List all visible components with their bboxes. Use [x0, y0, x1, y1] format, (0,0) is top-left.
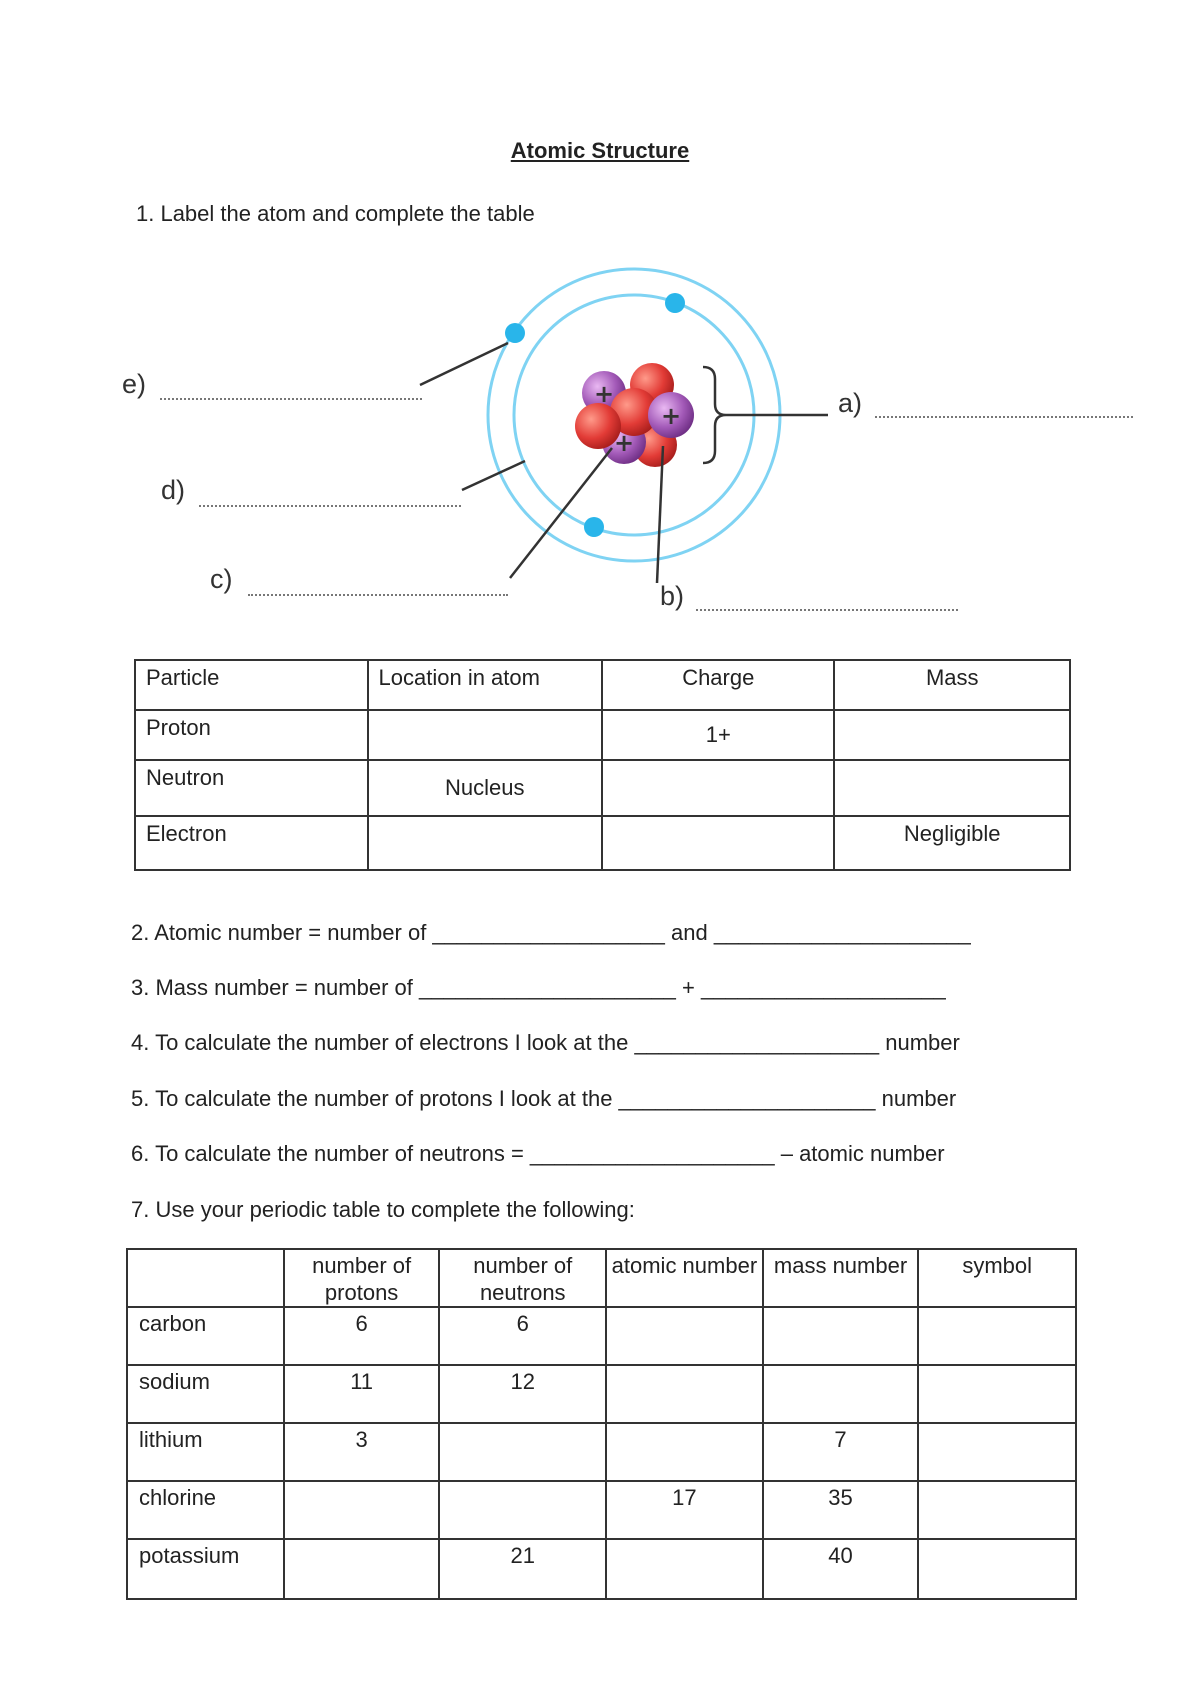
table-cell[interactable]: [763, 1365, 919, 1423]
electron: [505, 323, 525, 343]
table-cell[interactable]: [602, 816, 834, 870]
electron: [665, 293, 685, 313]
table-cell: 21: [439, 1539, 606, 1599]
plus-sign: +: [660, 402, 682, 430]
table-cell[interactable]: [834, 710, 1070, 760]
header-cell: Charge: [602, 660, 834, 710]
table-cell: 40: [763, 1539, 919, 1599]
answer-line-d[interactable]: [199, 505, 461, 507]
table-cell[interactable]: [602, 760, 834, 816]
table-row: [127, 1423, 1076, 1481]
table-row: [135, 760, 1070, 816]
table-cell: 6: [439, 1307, 606, 1365]
plus-sign: +: [613, 429, 635, 457]
table-row: [127, 1307, 1076, 1365]
particle-name: Electron: [135, 816, 368, 870]
plus-sign: +: [593, 380, 615, 408]
table-cell: 1+: [602, 710, 834, 760]
table-row: [127, 1539, 1076, 1599]
answer-line-c[interactable]: [248, 594, 508, 596]
element-name: chlorine: [127, 1481, 284, 1539]
table-cell[interactable]: [918, 1481, 1076, 1539]
pointer-line-d: [462, 461, 525, 490]
header-cell: symbol: [918, 1249, 1076, 1307]
particle-name: Proton: [135, 710, 368, 760]
header-cell: Particle: [135, 660, 368, 710]
question-7: 7. Use your periodic table to complete the following:: [131, 1197, 635, 1222]
nucleus: [575, 363, 694, 467]
table-cell: Negligible: [834, 816, 1070, 870]
pointer-line-e: [420, 343, 508, 385]
table-cell: 3: [284, 1423, 440, 1481]
question-2: 2. Atomic number = number of ___________________ and _____________________: [131, 920, 971, 945]
table-cell[interactable]: [763, 1307, 919, 1365]
element-name: potassium: [127, 1539, 284, 1599]
table-row: [135, 816, 1070, 870]
table-cell[interactable]: [284, 1539, 440, 1599]
label-c: c): [210, 564, 233, 594]
table-cell: 7: [763, 1423, 919, 1481]
nucleus-brace: [703, 367, 726, 463]
table-row: [127, 1481, 1076, 1539]
table-cell[interactable]: [368, 816, 603, 870]
label-b: b): [660, 581, 685, 611]
element-name: sodium: [127, 1365, 284, 1423]
table-cell[interactable]: [439, 1481, 606, 1539]
answer-line-e[interactable]: [160, 398, 422, 400]
table-cell[interactable]: [918, 1423, 1076, 1481]
table-cell[interactable]: [918, 1307, 1076, 1365]
table-cell[interactable]: [439, 1423, 606, 1481]
label-e: e): [122, 369, 147, 399]
table-cell: 6: [284, 1307, 440, 1365]
label-d: d): [161, 475, 186, 505]
question-1: 1. Label the atom and complete the table: [136, 201, 535, 226]
element-name: carbon: [127, 1307, 284, 1365]
question-4: 4. To calculate the number of electrons I look at the ____________________ number: [131, 1030, 960, 1055]
table-cell[interactable]: [606, 1539, 763, 1599]
table-row: [135, 710, 1070, 760]
page-title: Atomic Structure: [510, 138, 690, 163]
particle-table: [134, 659, 1071, 871]
table-cell: 35: [763, 1481, 919, 1539]
atom-diagram: [0, 250, 1200, 630]
header-cell: mass number: [763, 1249, 919, 1307]
table-cell[interactable]: [606, 1423, 763, 1481]
header-cell: Location in atom: [368, 660, 603, 710]
table-cell: 11: [284, 1365, 440, 1423]
table-cell[interactable]: [918, 1539, 1076, 1599]
element-name: lithium: [127, 1423, 284, 1481]
table-cell[interactable]: [834, 760, 1070, 816]
electron: [584, 517, 604, 537]
table-cell[interactable]: [284, 1481, 440, 1539]
table-cell: 12: [439, 1365, 606, 1423]
answer-line-a[interactable]: [875, 416, 1133, 418]
header-cell: atomic number: [606, 1249, 763, 1307]
table-row: [127, 1365, 1076, 1423]
periodic-table-exercise: [126, 1248, 1077, 1600]
table-cell: 17: [606, 1481, 763, 1539]
table-cell[interactable]: [606, 1307, 763, 1365]
question-5: 5. To calculate the number of protons I look at the _____________________ number: [131, 1086, 957, 1111]
answer-line-b[interactable]: [696, 609, 958, 611]
label-a: a): [838, 388, 863, 418]
header-cell: number of neutrons: [439, 1249, 606, 1307]
table-cell[interactable]: [606, 1365, 763, 1423]
table-header-row: [135, 660, 1070, 710]
header-cell: [127, 1249, 284, 1307]
particle-name: Neutron: [135, 760, 368, 816]
header-cell: Mass: [834, 660, 1070, 710]
table-cell[interactable]: [368, 710, 603, 760]
table-cell: Nucleus: [368, 760, 603, 816]
header-cell: number of protons: [284, 1249, 440, 1307]
question-3: 3. Mass number = number of _____________________ + ____________________: [131, 975, 946, 1000]
question-6: 6. To calculate the number of neutrons = ____________________ – atomic number: [131, 1141, 945, 1166]
table-cell[interactable]: [918, 1365, 1076, 1423]
table-header-row: [127, 1249, 1076, 1307]
